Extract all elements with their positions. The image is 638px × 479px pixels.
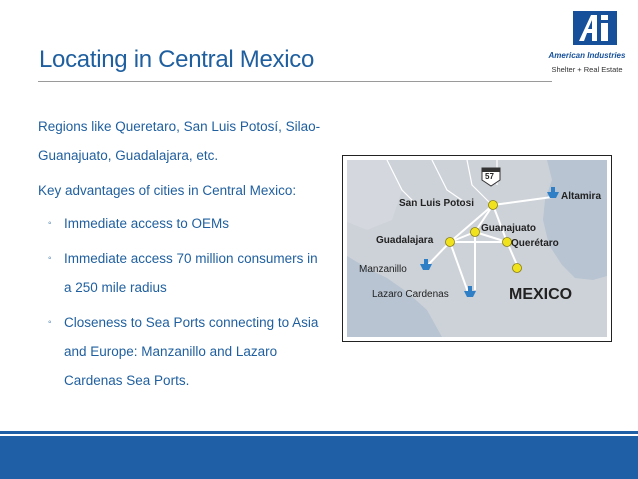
slide-title: Locating in Central Mexico [39,46,315,73]
city-marker-guadalajara [446,238,455,247]
slide-body [38,112,328,395]
bullet-circle-icon: ◦ [48,317,52,328]
advantages-list [38,209,328,395]
logo-mark-icon [573,11,617,45]
city-label-lazaro-cardenas: Lazaro Cardenas [372,289,449,300]
country-label: MEXICO [509,286,573,303]
city-label-altamira: Altamira [561,191,602,202]
city-marker-guanajuato [471,228,480,237]
title-rule [38,81,552,82]
bullet-text: Closeness to Sea Ports connecting to Asia and Europe: Manzanillo and Lazaro Cardenas Sea Ports. [64,315,319,388]
list-item [38,308,328,395]
bullet-circle-icon: ◦ [48,253,52,264]
bullet-text: Immediate access to OEMs [64,216,230,231]
company-logo [573,11,617,45]
logo-company-name: American Industries [548,51,626,60]
advantages-intro: Key advantages of cities in Central Mexico: [38,183,297,198]
city-marker-san-luis-potosi [489,201,498,210]
bullet-circle-icon: ◦ [48,218,52,229]
city-label-san-luis-potosi: San Luis Potosi [399,198,475,209]
regions-paragraph: Regions like Queretaro, San Luis Potosí, Silao-Guanajuato, Guadalajara, etc. [38,119,321,163]
city-label-guanajuato: Guanajuato [481,223,537,234]
central-mexico-map [347,160,607,337]
city-label-queretaro: Querétaro [511,238,559,249]
logo-tagline: Shelter + Real Estate [551,65,623,74]
city-label-guadalajara: Guadalajara [376,235,434,246]
highway-number: 57 [485,172,494,181]
bullet-text: Immediate access 70 million consumers in a 250 mile radius [64,251,318,295]
footer-bar [0,436,638,479]
list-item [38,209,328,238]
city-label-manzanillo: Manzanillo [359,264,407,275]
list-item [38,244,328,302]
map-frame [342,155,612,342]
footer-accent-line [0,431,638,434]
city-marker-mexico-city [513,264,522,273]
